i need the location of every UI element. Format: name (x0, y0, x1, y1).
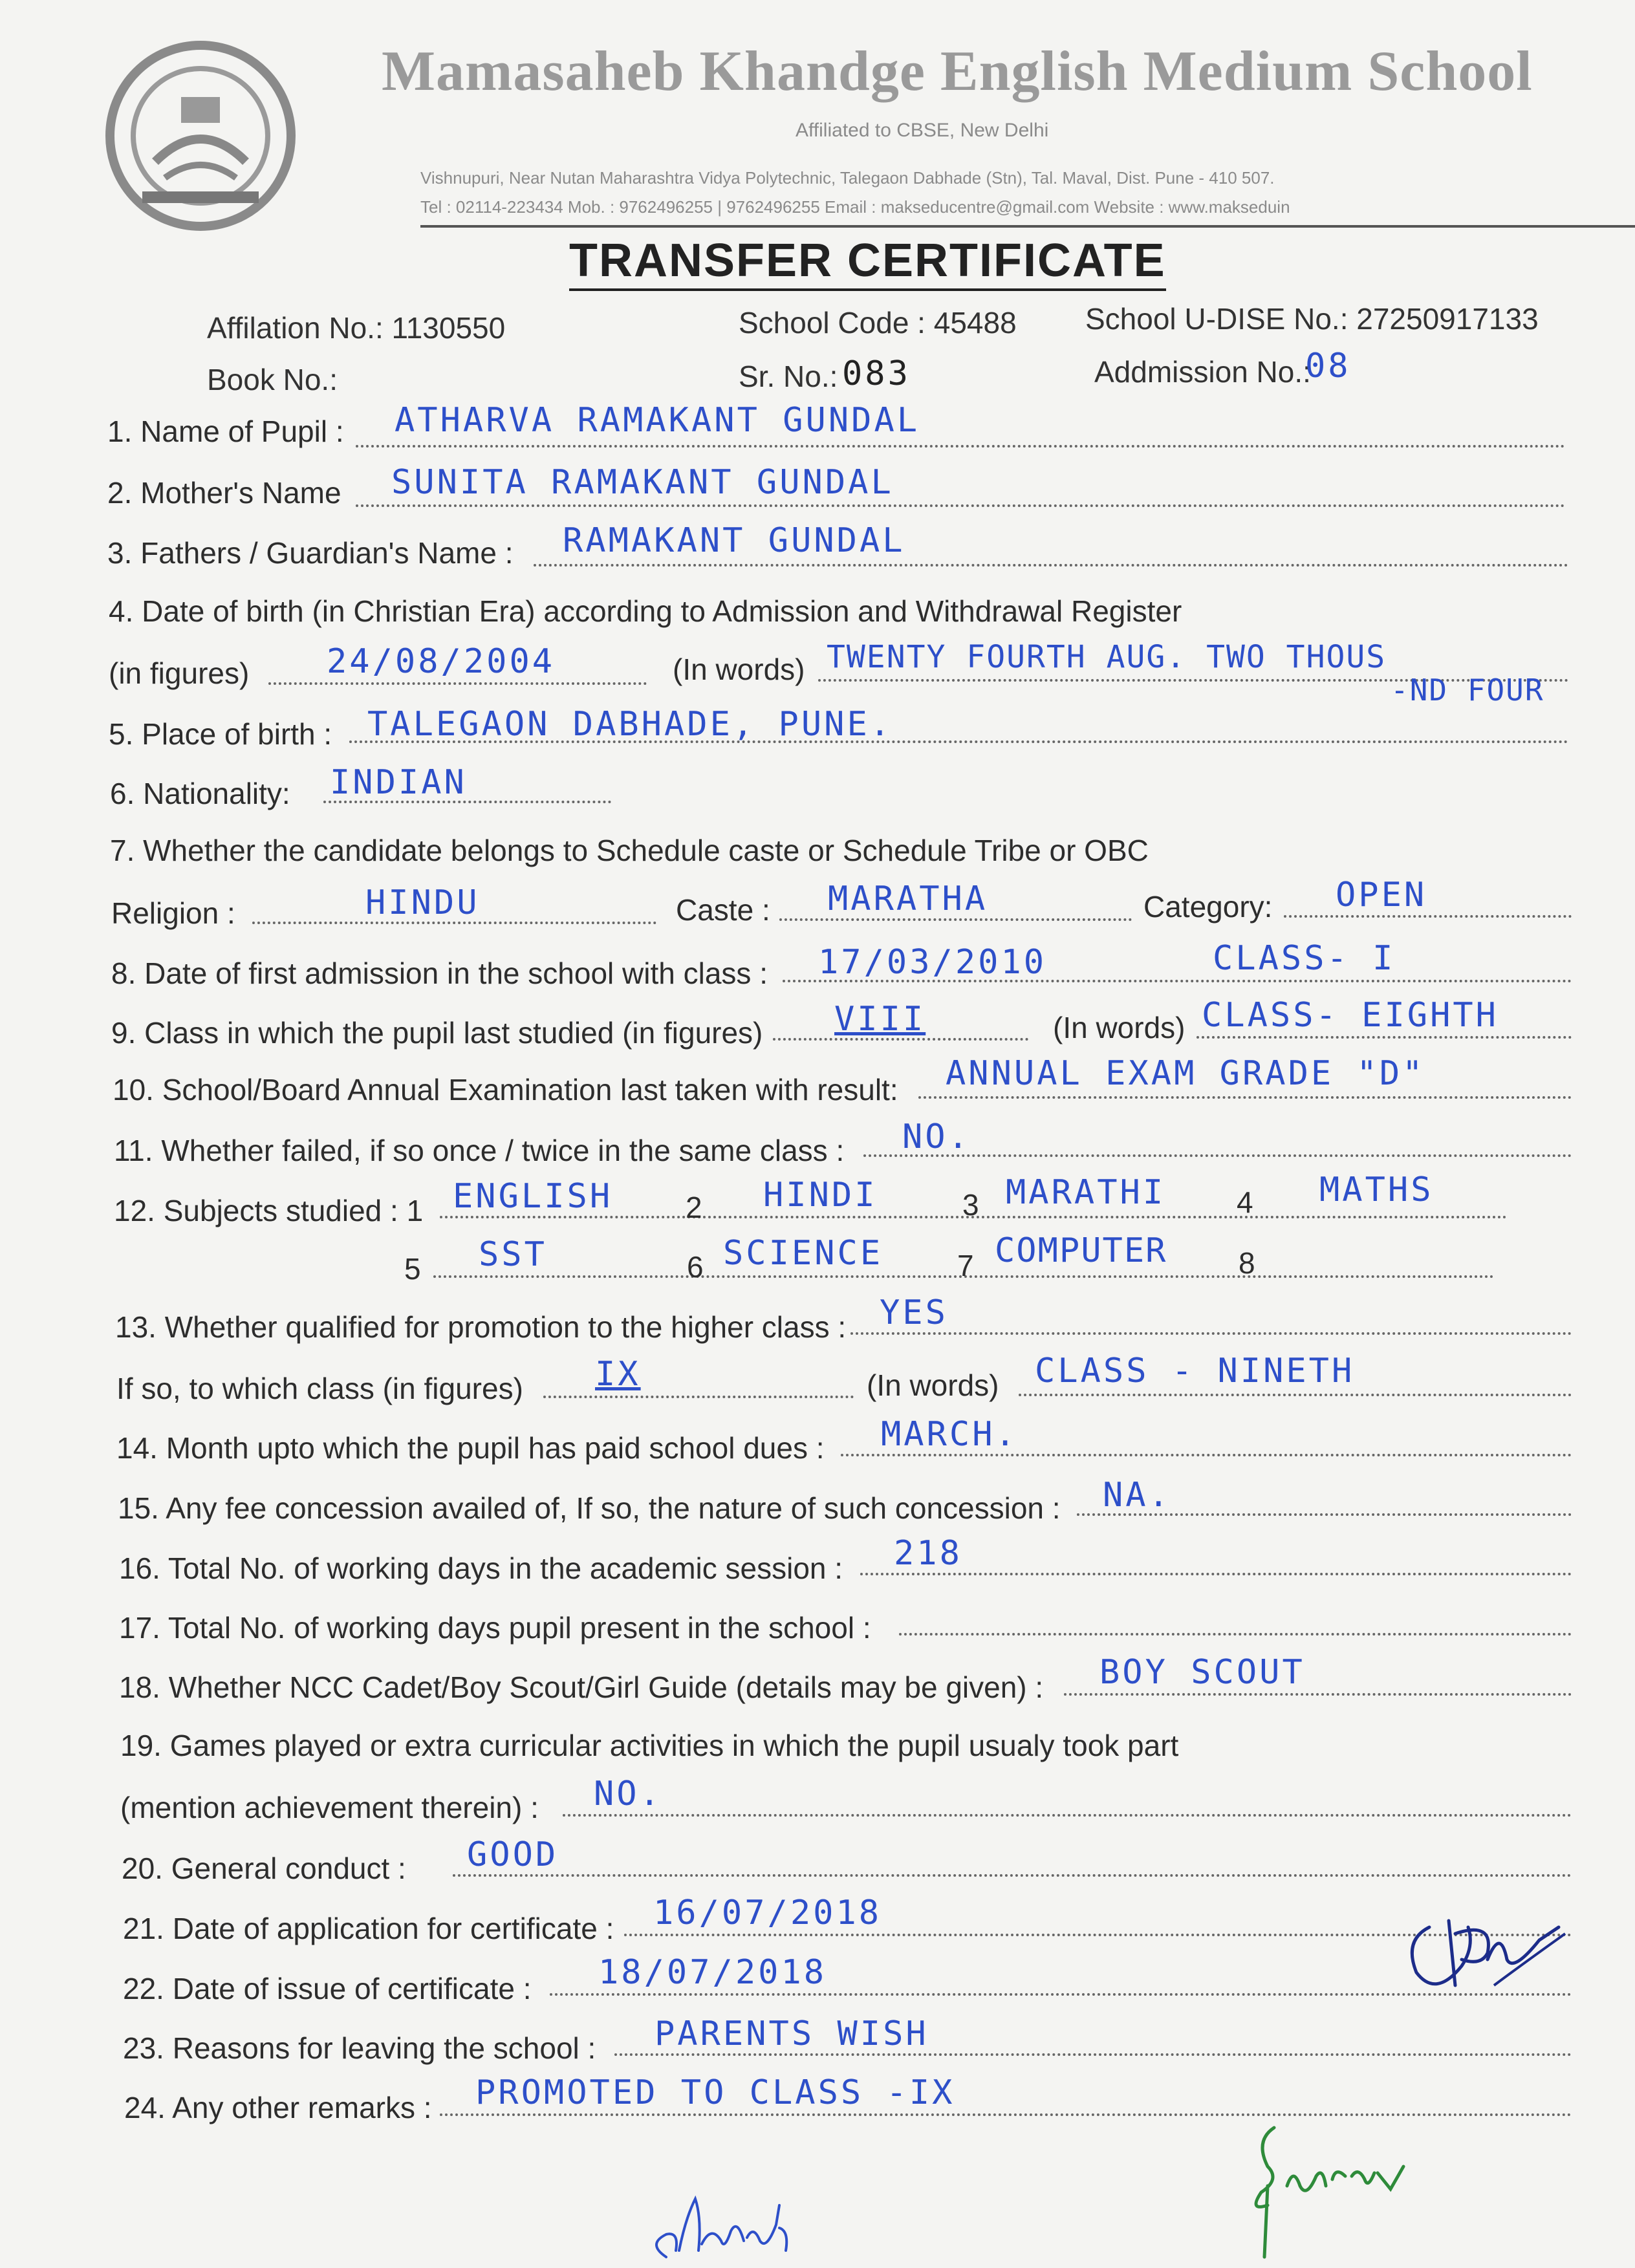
promotion-words-value: CLASS - NINETH (1035, 1352, 1355, 1390)
field-5-label: 5. Place of birth : (109, 717, 332, 751)
subject-4-number: 4 (1237, 1185, 1253, 1219)
field-18-label: 18. Whether NCC Cadet/Boy Scout/Girl Guide (details may be given) : (119, 1670, 1044, 1704)
field-18-line (1064, 1693, 1572, 1696)
subject-1-value: ENGLISH (453, 1177, 613, 1216)
field-14-line (841, 1454, 1572, 1456)
religion-value: HINDU (365, 883, 480, 922)
field-17-label: 17. Total No. of working days pupil present in the school : (119, 1611, 871, 1645)
subject-7-value: COMPUTER (995, 1231, 1167, 1270)
field-19-label: 19. Games played or extra curricular activities in which the pupil usualy took part (120, 1729, 1179, 1762)
fee-concession-value: NA. (1103, 1476, 1171, 1515)
field-23-line (614, 2053, 1572, 2056)
failed-value: NO. (902, 1118, 971, 1156)
promotion-words-line (1019, 1394, 1572, 1396)
subject-2-value: HINDI (763, 1176, 878, 1215)
school-header (97, 13, 1572, 259)
first-admission-class-value: CLASS- I (1213, 939, 1396, 978)
field-14-label: 14. Month upto which the pupil has paid school dues : (116, 1431, 825, 1465)
field-3-line (534, 564, 1568, 567)
field-6-label: 6. Nationality: (110, 777, 290, 810)
admission-number-label: Addmission No.: (1094, 355, 1311, 389)
first-admission-date-value: 17/03/2010 (818, 943, 1047, 982)
serial-number-label: Sr. No.: (739, 360, 838, 393)
subject-8-number: 8 (1239, 1246, 1255, 1280)
field-24-label: 24. Any other remarks : (124, 2091, 432, 2124)
field-22-label: 22. Date of issue of certificate : (123, 1972, 532, 2005)
field-20-label: 20. General conduct : (122, 1852, 406, 1885)
affiliation-line: Affiliated to CBSE, New Delhi (796, 120, 1049, 141)
field-10-line (918, 1096, 1572, 1099)
issue-date-value: 18/07/2018 (598, 1953, 827, 1992)
subject-4-value: MATHS (1319, 1171, 1434, 1209)
working-days-value: 218 (894, 1534, 962, 1573)
field-2-label: 2. Mother's Name (107, 476, 341, 510)
leaving-reason-value: PARENTS WISH (655, 2014, 929, 2053)
ncc-scout-value: BOY SCOUT (1099, 1653, 1305, 1692)
field-23-label: 23. Reasons for leaving the school : (123, 2031, 596, 2065)
field-13-label: 13. Whether qualified for promotion to the higher class : (115, 1310, 847, 1344)
dob-words-label: (In words) (673, 653, 805, 686)
field-3-label: 3. Fathers / Guardian's Name : (107, 536, 514, 570)
certificate-title: TRANSFER CERTIFICATE (569, 234, 1166, 291)
dob-figures-value: 24/08/2004 (327, 642, 556, 681)
caste-line (779, 918, 1132, 921)
caste-value: MARATHA (828, 880, 988, 918)
field-7-label: 7. Whether the candidate belongs to Schedule caste or Schedule Tribe or OBC (110, 834, 1149, 867)
promotion-words-label: (In words) (867, 1368, 999, 1402)
religion-label: Religion : (111, 896, 235, 930)
subject-6-number: 6 (687, 1250, 704, 1284)
udise-number: School U-DISE No.: 27250917133 (1085, 302, 1539, 336)
mother-name-value: SUNITA RAMAKANT GUNDAL (391, 463, 894, 502)
promotion-figures-value: IX (595, 1355, 641, 1394)
father-name-value: RAMAKANT GUNDAL (563, 521, 905, 560)
subject-5-number: 5 (404, 1252, 421, 1286)
field-8-label: 8. Date of first admission in the school with class : (111, 956, 768, 990)
school-logo-icon (103, 39, 298, 233)
subject-6-value: SCIENCE (723, 1234, 883, 1273)
field-1-label: 1. Name of Pupil : (107, 415, 344, 448)
field-4-label: 4. Date of birth (in Christian Era) according to Admission and Withdrawal Register (109, 594, 1182, 628)
field-9-words-line (1196, 1036, 1572, 1039)
subject-3-value: MARATHI (1006, 1173, 1166, 1212)
category-value: OPEN (1336, 876, 1427, 914)
field-16-line (860, 1573, 1572, 1575)
promotion-figures-line (543, 1396, 854, 1398)
category-line (1284, 915, 1572, 918)
last-class-words-label: (In words) (1053, 1011, 1186, 1044)
caste-label: Caste : (676, 893, 770, 927)
category-label: Category: (1143, 890, 1273, 923)
affiliation-number: Affilation No.: 1130550 (207, 311, 506, 345)
dob-words-value: TWENTY FOURTH AUG. TWO THOUS (827, 639, 1387, 675)
activities-value: NO. (594, 1775, 662, 1813)
subject-3-number: 3 (962, 1188, 979, 1222)
field-11-label: 11. Whether failed, if so once / twice in the same class : (114, 1134, 845, 1167)
admission-number-value: 08 (1305, 347, 1351, 385)
dob-figures-label: (in figures) (109, 656, 250, 690)
school-code: School Code : 45488 (739, 306, 1017, 340)
subject-7-number: 7 (957, 1249, 974, 1282)
school-address: Vishnupuri, Near Nutan Maharashtra Vidya Polytechnic, Talegaon Dabhade (Stn), Tal. Maval, Dist. Pune - 410 507. (420, 168, 1275, 188)
field-19-line (563, 1814, 1572, 1817)
dob-words-value-continued: -ND FOUR (1391, 673, 1544, 707)
pupil-name-value: ATHARVA RAMAKANT GUNDAL (395, 401, 920, 440)
other-remarks-value: PROMOTED TO CLASS -IX (475, 2073, 955, 2112)
school-name: Mamasaheb Khandge English Medium School (382, 40, 1533, 103)
last-class-words-value: CLASS- EIGHTH (1202, 996, 1499, 1035)
field-20-line (453, 1874, 1572, 1877)
field-15-label: 15. Any fee concession availed of, If so, the nature of such concession : (118, 1491, 1061, 1525)
serial-number-value: 083 (842, 354, 911, 393)
clerk-signature-green (1229, 2115, 1423, 2263)
field-2-line (356, 504, 1565, 507)
field-13-line (850, 1332, 1572, 1335)
principal-signature (1391, 1888, 1572, 2018)
field-19-achievement-label: (mention achievement therein) : (120, 1791, 539, 1824)
field-1-line (356, 445, 1565, 448)
promotion-qualified-value: YES (880, 1293, 948, 1332)
school-contact: Tel : 02114-223434 Mob. : 9762496255 | 9762496255 Email : makseducentre@gmail.com Website : www.makseduin (420, 197, 1290, 217)
field-17-line (899, 1633, 1572, 1636)
field-12-label: 12. Subjects studied : 1 (114, 1194, 424, 1227)
field-21-label: 21. Date of application for certificate : (123, 1912, 614, 1945)
birth-place-value: TALEGAON DABHADE, PUNE. (367, 705, 893, 744)
book-number-label: Book No.: (207, 363, 338, 396)
header-divider (420, 225, 1635, 228)
application-date-value: 16/07/2018 (653, 1894, 882, 1932)
field-9-label: 9. Class in which the pupil last studied (in figures) (111, 1016, 763, 1050)
field-16-label: 16. Total No. of working days in the academic session : (119, 1551, 843, 1585)
class-teacher-signature (640, 2179, 834, 2268)
subject-5-value: SST (479, 1235, 547, 1274)
nationality-value: INDIAN (330, 763, 467, 802)
promotion-class-label: If so, to which class (in figures) (116, 1372, 523, 1405)
last-class-figures-value: VIII (834, 1000, 926, 1039)
subject-2-number: 2 (686, 1191, 702, 1224)
dues-paid-month-value: MARCH. (881, 1415, 1018, 1454)
field-10-label: 10. School/Board Annual Examination last taken with result: (113, 1073, 898, 1107)
general-conduct-value: GOOD (467, 1835, 559, 1874)
dob-figures-line (268, 682, 647, 685)
last-exam-result-value: ANNUAL EXAM GRADE "D" (946, 1054, 1425, 1093)
